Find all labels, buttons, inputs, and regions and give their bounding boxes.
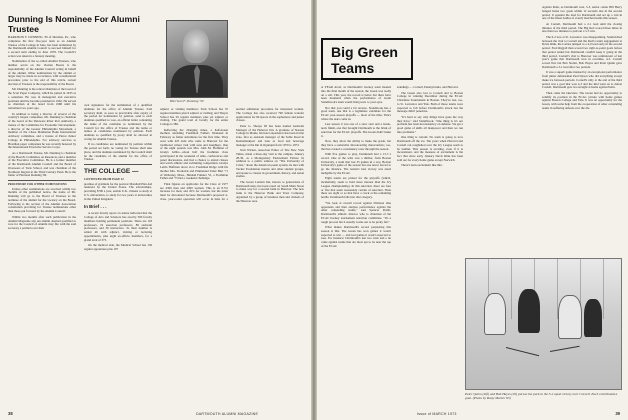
r-col3-para-4: Then came the lakeview. The Green had no opportunity to solidify its position in the ECAC picture with home games against Boston College and Yale. It was an opportunity for the Green, with some help from the cooperation of other contending teams in suffering defeats over the dis- [542, 90, 622, 110]
r-col2-para-2: "It's hard to say why things have gone the way they have," said Standbrook. "One thing is it's our problem has been inconsistency on defense. We get a good game of skills all manpower and then we run into problems." [397, 114, 463, 134]
magazine-name-footer: DARTMOUTH ALUMNI MAGAZINE [196, 412, 259, 416]
col2-top-1: If no candidates are nominated by petition within the period set forth, no voting for Trustee shall take place, and the alumnus nominated by the Council shall be the candidate of the alumni for the office of Trustee. [84, 142, 152, 162]
hockey-stick [506, 347, 539, 356]
r-col2-para-0: standings — Cornell, Pennsylvania, and Harvard. [397, 85, 459, 89]
col1-para-1: Nomination of the so-called Alumni Trustees, who number seven on the 16-man Board, is the responsibility of the Alumni Council acting in behalf of the alumni. Other nominations by the alumni or larger may be made in accordance with constitutional procedure prior to the end of this article. Actual election of Trustees is the responsibility of the Board. [8, 59, 76, 86]
issue-footer: Issue of MARCH 1973 [417, 412, 457, 416]
r-col3-para-1: At Cornell, Dartmouth had a 2-1 lead until the closing minutes of the third period. The Big Red scored three times in less than two minutes to pull out a 5-3 win. [542, 21, 622, 34]
procedure-subhead: PROCEDURE FOR OTHER NOMINATIONS [8, 182, 67, 186]
r-col1-para-2: Last season it was one of a slow start and a break-neck finish, one that brought Dartmouth to the brink of selection for the ECAC playoffs. The Green didn't make it. [321, 122, 391, 138]
player-figure [558, 295, 582, 339]
col3-para-1: Reflecting the changing times, a half-dozen mothers attending Freshman Fathers Weekend in February as father substitutes for the first time. They were with 425 dads who came to Hanover for the traditional winter visit with sons and daughters. One of the eight parents was Mrs. John M. Hoffman of Gladys Gibbs—about half the freshman class participated in the weekend of talks, conferences and panel discussions, and had a chance to attend classes and watch athletic and swimming competition. Gladys Lebbs Hoffman drove in to Freshman Ridge with his mother Mrs. Frederick and Emmanuel Taber Burt '71 of Wellesley, Mass., Hannah Falkner '51, a Freshman Father and '73 had a weekend challenge. [160, 127, 228, 181]
left-column-3 [160, 108, 304, 203]
col1-para-0: HARRISON F. DUNNING '30 of Meridan, Pa., who completes his first five-year term as an Alumni Trustee of the College in June, has been nominated by the Dartmouth Alumni Council to succeed himself for a second term ending in June 1978. The Council's action was taken in a January meeting. [8, 35, 76, 58]
player-figure [518, 289, 540, 333]
page-number-left: 38 [8, 411, 13, 416]
col2-brief-0: A recent faculty report on tenure indicated that the College of Arts and Sciences has exactly 300 faculty members holding permanent positions. There are 118 professors, 19 associate professors, 89 assistant professors, and 36 instructors. To their number is added 46 with adjunct, visiting or lecturing appointments, plus eight ex-officio members, for a grand total of 373. [84, 211, 152, 242]
r-col1-para-3: Now, they show the ability to make the grade, but they have a somewhat disconcerting characteristic, too, that has created a consistency error through the season. [321, 139, 391, 151]
left-column-2 [84, 104, 152, 253]
divider [8, 180, 76, 181]
col1-para-2: Mr. Dunning is the retired chairman of the board of the Scott Paper Company, which he joined in 1933 as a salesman. He rose in managerial and executive positions until he became president in 1962. He served as chairman of the board from 1968 until his retirement two years ago. [8, 87, 76, 111]
hockey-action-photo [465, 258, 622, 390]
hockey-stick [550, 346, 580, 352]
right-column-2 [397, 86, 463, 170]
col1-after-0: Unless other nominations are received within two months of the published notice, the name of Mr. Dunning will go to the Board of Trustees as the nominee of the alumni for the vacancy on the Board. Following is the section of the Alumni Association constitution providing for Trustee nominations other than those put forward by the Alumni Council: [8, 186, 76, 214]
col1-after-1: Within two months after such publication in the Alumni Magazine any ten alumni deemed qualified to vote for the Council of Alumni may file with the said secretary a petition over their [8, 214, 76, 231]
in-brief-title: In Brief . . . [84, 204, 107, 210]
left-column-1 [8, 36, 76, 233]
col3-para-2: Final figures on applicants for the Class of 1977 are 4300 men and 2000 women. This is an 8.5% increase for men, and 45% for women, but the latter must be discounted because Dartmouth's proposed 4-class, year-round operation will occur in time for a normal admission procedure for interested women. The College has also received 790 female transfer applications for 90 spaces in the sophomore and junior classes. [160, 107, 304, 201]
r-col2-para-4: There's been excitement like this: [401, 163, 443, 168]
r-col1-para-7: What makes Dartmouth's record perplexing this season is this. The Green has won games it wasn't expected to win — and lost games it wasn't expected to lose. For instance: Dartmouth's last two wins and a tie came against teams that are most apt to be near the top of the ECAC [321, 225, 391, 248]
portrait-photo [166, 20, 228, 98]
article-headline: Dunning Is Nominee For Alumni Trustee [8, 14, 140, 35]
col3-para-0: adjunct or visiting members; Tuck School has 35 regular members plus 6 adjunct or visiting; and Thayer School has 29 regular members plus six adjunct or visiting. The grand total of faculty for the entire College is 586. [160, 107, 228, 126]
col3-para-4: Tom Wicker, Associate Editor of The New York Times, made a three-day visit to the campus, January 28-30, as a Montgomery Endowment Fellow. In addition to a public address on "The University of Crisis," about the American penal system, he met with Tucker Foundation interns and other student groups, and spoke to classes in government, history, and Asian studies. [236, 148, 304, 179]
col3-para-5: The Green Lantern Inn, known to generations of Dartmouth men, has been razed on South Main Street to make way for a second bank in Hanover. The new bank is the Hanover Bank and Trust Company, organized by a group of business men and citizens of the Hanover area. [236, 179, 304, 203]
player-figure [584, 299, 602, 337]
r-col1-para-5: Eight teams are picked for the playoffs (which, incidentally, seem to hold more interest than the Ivy League championship). In this selection, there are four or five that seem reasonably certain of selection. Then there are eight or so that have a crack at the remaining berths. Dartmouth falls into that category. [321, 176, 391, 200]
col2-brief-1: On the medical side, the Medical School has 136 regular appointees plus 107 [84, 243, 152, 251]
col2-body-0: promise of gratitude for the postwar Marshall Plan Aid tendered by the United States. The scholarships, providing $700 a year, enable U.K. citizens to study at U.S. universities, to study for two years at universities in the United Kingdom. [84, 181, 152, 201]
right-page [317, 0, 628, 420]
col3-para-3: Peter G. Shorpe III has been named Assistant Manager of the Hanover Inn. A graduate of Nasson College in Maine, his hotel experience has been in that state, first as assistant manager of the Sable Road in Kennebunkport and later as food and beverage manager at the Inn in Ogunquit from 1970 to 1973. [236, 123, 304, 147]
r-col1-para-1: Not that you could a bit reverse. Standbrook has a good team, one that is a legitimate candidate for the ECAC post-season playoffs — most of the time. That's where the tears come in. [321, 105, 391, 121]
col2-top-0: own signatures for the nomination of a qualified alumnus for the office of Alumni Trustee. Said secretary shall, as soon as practicable after expiry of the period for nomination by petition, send to each alumnus qualified to vote, an official ballot containing the name of the candidate so nominated by the Council for the office of Trustee and the name or names of candidates nominated by petition. Each alumnus so qualified by proxy shall be allowed in voting for Alumni Trustee. [84, 103, 152, 141]
r-col2-para-1: The Green also lost to Cornell and to Boston College in winning December during the ECAC Christmas Tournament in Boston. They've lost, too, to St. Lawrence and Yale. Both of those teams were expected to fall before Dartmouth's attack but the message didn't penetrate. [397, 90, 463, 114]
divider [84, 164, 152, 165]
r-col2-para-3: One thing is certain: No team is going to love Dartmouth off the ice. The years when Harvard and Cornell ran roughshod over the Ivy League seem to be behind. This season is exciting, even if it is inconsistent, and the measure of excitement is the fact that since early January Davis Rink has been sold out for every home game except Norwich. [397, 135, 463, 162]
right-column-1 [321, 86, 391, 250]
portrait-caption: Harrison F. Dunning '30 [170, 99, 204, 103]
col1-para-3: In addition to being a director of several of the country's largest companies, Mr. Dunning is chairman of the board of the Delaware River Port Authority, a trustee of the Committee for Economic Development, a director of the Greater Philadelphia Movement, a member of the Chase Manhattan Bank International Advisory committee, and a trustee of Pierce Junior College in Philadelphia. For advisory services to Brazilian paper companies he was recently honored by the International Executive Service Corps. [8, 111, 76, 150]
player-figure [484, 293, 506, 335]
section-title-the-college: THE COLLEGE — [84, 167, 139, 175]
page-number-right: 39 [615, 411, 620, 416]
r-col1-para-6: "We look at overall record against Division One opponents and then analyze performance against the other contending teams," said Spencer Pettitt, Dartmouth's athletic director who is chairman of the ECAC hockey tournament selection committee. "It's a tough process but it usually works out to be pretty fair." [321, 200, 391, 224]
portrait-face [183, 29, 209, 63]
col1-para-4: As a Dartmouth Trustee, Mr. Dunning is chairman of the Board's Committee on Resources and a member of the Executive Committee. He is a former member of the Dartmouth Alumni Council and the Board of Overseers of Tuck School, and was chairman of the Northeast Region in the Third Century Fund. He is the father of Harrison Dunning '69. [8, 150, 76, 178]
r-col1-para-4: With five games to play, Dartmouth had a 13-7-1 record. One of the wins was a thriller, from Boston University, a team that lost 35 games in a row. Boston University's game of the season but one never forced to go the distance. The nation's best victory was ruled ineligible by the ECAC. [321, 152, 391, 175]
left-page [0, 0, 311, 420]
section-title-box: Big Green Teams [321, 38, 413, 80]
r-col1-para-0: A YEAR AGO, as Dartmouth's hockey team headed into the final month of the season, the Green was really on a roll. This year, the record is better but there have been moments when the performance of Grant Standbrook's team would bring tears to your eyes. [321, 85, 391, 104]
r-col3-para-0: Against Penn, as Dartmouth won, 5-3, senior center Bill Berry banged home two goals within 12 seconds late in the second period. It equaled the lead for Dartmouth and set up a win in one of the finest battles of evenly matched teams this season. [542, 5, 622, 21]
r-col3-para-3: It was a superb game marked by an exceptional performance from junior defenseman Paul Dyson who did everything except make ice between periods. Cornell's rally at the end of the third period was a goal that won 4-3 and the Red went on to defeat Cornell. Dartmouth gets two straight at home against Penn. [542, 70, 622, 90]
photo-caption: Peter Quinn (left) and Bob Hayes (20) pursue the puck in the 3-2 upset victory over Cornell. Each contributed a goal. (Photo by Rusty Martin '63) [465, 392, 618, 400]
continued-note: CONTINUED FROM PAGE 32 [84, 177, 124, 181]
r-col3-para-2: The 6-2 loss at St. Lawrence was disappointing. Sandwiched between the visit to Cornell and the Red's return engagement at Davis Rink, the Larries jumped to a 4-0 lead early in the second period. Fred Riggall then scored two right-to-point goals before that period ended but Dartmouth couldn't keep it going in the third period. Cornell's visit to Hanover was reminiscent of last year's game that Dartmouth won in overtime, 4-3. Cornell scored first but Bob Stoller, Bob Hayes and Peter Quinn gave Dartmouth a 3-1 lead after two periods. [542, 34, 622, 69]
right-column-3 [542, 6, 622, 112]
